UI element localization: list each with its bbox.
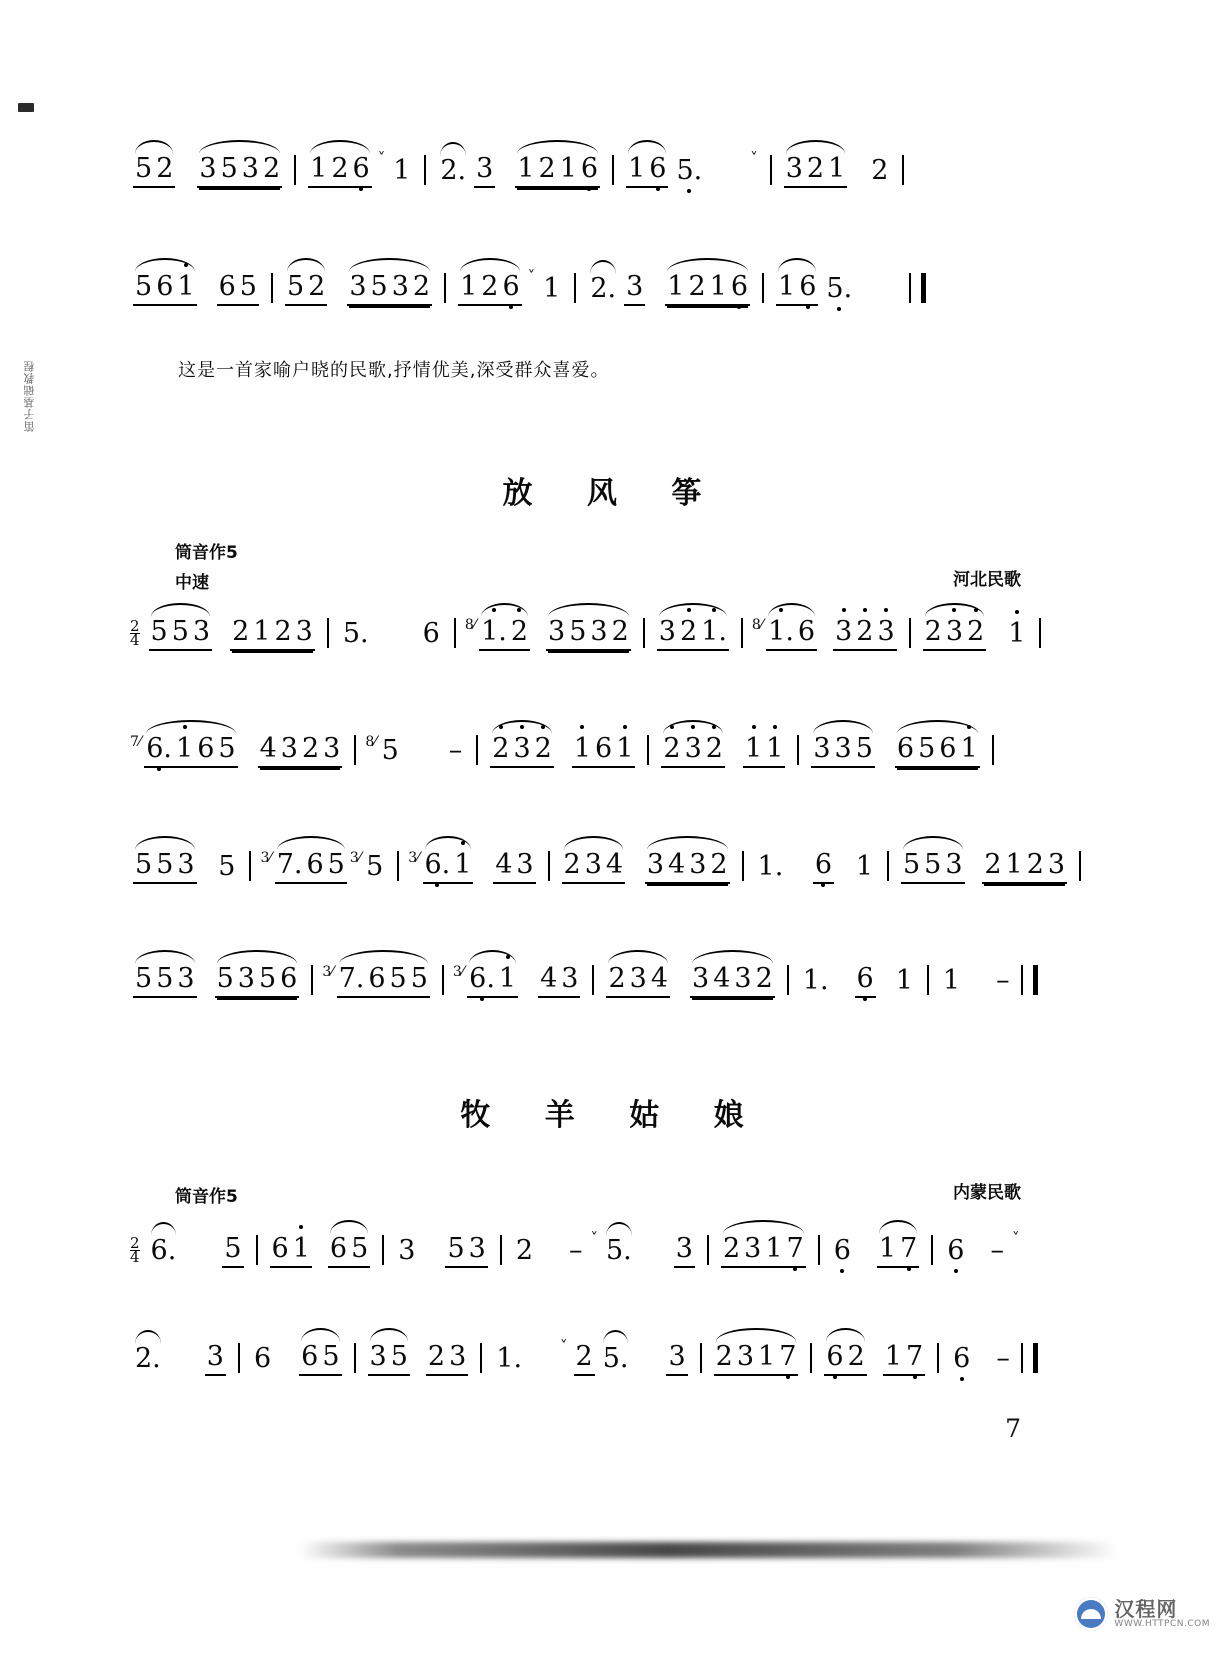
note-group: 5. bbox=[342, 617, 369, 649]
note-group: 2 1 2 3 bbox=[230, 616, 315, 651]
barline bbox=[707, 1235, 709, 1265]
note-group: 1 bbox=[393, 154, 411, 186]
note-group: 2 3 bbox=[426, 1341, 468, 1376]
watermark-logo-icon bbox=[1074, 1597, 1108, 1631]
note-group: 6. bbox=[150, 1234, 177, 1266]
staff-row bbox=[130, 1222, 1090, 1278]
note-group: 3 5 3 2 bbox=[546, 616, 631, 651]
note-group: 1. bbox=[802, 964, 829, 996]
final-barline bbox=[1021, 965, 1038, 995]
note-group: 6 bbox=[833, 1234, 851, 1266]
note-group: 1 1 bbox=[743, 733, 785, 768]
barline bbox=[354, 1343, 356, 1373]
barline bbox=[238, 1343, 240, 1373]
note-group: 1 bbox=[1008, 617, 1026, 649]
note-group: 6. 1 bbox=[423, 849, 474, 884]
accidental-icon: 3⁄ bbox=[408, 850, 420, 866]
barline bbox=[927, 965, 929, 995]
barline bbox=[937, 1343, 939, 1373]
song-source: 河北民歌 bbox=[953, 570, 1021, 590]
note-group: 1 2 1 6 bbox=[665, 271, 750, 306]
note-group: 6 2 bbox=[824, 1341, 866, 1376]
time-signature: 2 4 bbox=[130, 616, 140, 649]
note-group: 3 2 1. bbox=[657, 616, 729, 651]
note-group: 7. 6 5 bbox=[275, 849, 347, 884]
song-title: 牧 羊 姑 娘 bbox=[460, 1098, 766, 1133]
final-barline bbox=[1021, 1343, 1038, 1373]
note-group: 6 5 bbox=[217, 271, 259, 306]
note-group: 6 bbox=[947, 1234, 965, 1266]
note-group: 2. bbox=[440, 154, 467, 186]
barline bbox=[810, 1343, 812, 1373]
barline bbox=[476, 735, 478, 765]
note-group: 2 3 1 7 bbox=[721, 1233, 806, 1268]
note-group: 5 bbox=[222, 1233, 243, 1268]
barline bbox=[643, 618, 645, 648]
accidental-icon: 7⁄ bbox=[130, 734, 142, 750]
note-group: 3 5 3 2 bbox=[197, 153, 282, 188]
note-group: 2. bbox=[590, 272, 617, 304]
staff-row bbox=[130, 952, 1090, 1008]
side-vertical-text: 笛子基础教程 bbox=[23, 360, 36, 432]
note-group: 6 5 bbox=[299, 1341, 341, 1376]
note-group: 5 6 1 bbox=[133, 271, 197, 306]
note-group: 5 2 bbox=[133, 153, 175, 188]
barline bbox=[902, 155, 904, 185]
time-signature: 2 4 bbox=[130, 1233, 140, 1266]
barline bbox=[762, 273, 764, 303]
barline bbox=[397, 851, 399, 881]
note-group: 2 1 2 3 bbox=[982, 849, 1067, 884]
note-group: 1. 2 bbox=[479, 616, 530, 651]
note-group: 1 bbox=[543, 272, 561, 304]
note-group: 6 5 6 1 bbox=[895, 733, 980, 768]
barline bbox=[454, 618, 456, 648]
note-group: 3 bbox=[398, 1234, 416, 1266]
barline bbox=[741, 618, 743, 648]
note-group: 2 bbox=[871, 154, 889, 186]
staff-row bbox=[130, 1330, 1090, 1386]
accidental-icon: 3⁄ bbox=[260, 850, 272, 866]
barline bbox=[909, 618, 911, 648]
accidental-icon: 8⁄ bbox=[751, 617, 764, 633]
note-group: – bbox=[996, 1342, 1010, 1374]
page-number: 7 bbox=[1005, 1414, 1021, 1443]
barline bbox=[612, 155, 614, 185]
breath-mark: ˅ bbox=[527, 267, 536, 285]
barline bbox=[249, 851, 251, 881]
barline bbox=[931, 1235, 933, 1265]
note-group: 1 bbox=[855, 850, 873, 882]
note-group: 3 4 3 2 bbox=[690, 963, 775, 998]
note-group: 3 4 3 2 bbox=[645, 849, 730, 884]
note-group: 3 5 3 2 bbox=[347, 271, 432, 306]
barline bbox=[480, 1343, 482, 1373]
note-group: 1 bbox=[895, 964, 913, 996]
barline bbox=[294, 155, 296, 185]
note-group: 2 3 2 bbox=[490, 733, 554, 768]
note-group: 1. bbox=[757, 850, 784, 882]
note-group: 1. bbox=[496, 1342, 523, 1374]
barline bbox=[818, 1235, 820, 1265]
staff-row bbox=[130, 722, 1090, 778]
note-group: 1 6 bbox=[776, 271, 818, 306]
note-group: 3 bbox=[474, 153, 495, 188]
note-group: 1 7 bbox=[883, 1341, 925, 1376]
breath-mark: ˅ bbox=[590, 1229, 598, 1247]
note-group: 2 3 4 bbox=[606, 963, 670, 998]
tonality-note: 筒音作5 bbox=[175, 543, 238, 563]
note-group: 3 2 1 bbox=[784, 153, 848, 188]
song-source: 内蒙民歌 bbox=[953, 1183, 1021, 1203]
barline bbox=[442, 965, 444, 995]
accidental-icon: 3⁄ bbox=[452, 964, 465, 980]
note-group: 1 6 1 bbox=[572, 733, 636, 768]
scan-shadow bbox=[300, 1542, 1116, 1558]
note-group: – bbox=[996, 964, 1010, 996]
barline bbox=[797, 735, 799, 765]
note-group: 5. bbox=[602, 1342, 629, 1374]
staff-row bbox=[130, 838, 1090, 894]
note-group: 6. 1 bbox=[467, 963, 518, 998]
note-group: 5. bbox=[606, 1234, 632, 1266]
watermark bbox=[1074, 1597, 1210, 1631]
note-group: 3 bbox=[205, 1341, 226, 1376]
barline bbox=[992, 735, 994, 765]
barline bbox=[1079, 851, 1081, 881]
barline bbox=[742, 851, 744, 881]
note-group: 2 bbox=[515, 1234, 533, 1266]
note-group: 5 bbox=[218, 850, 236, 882]
breath-mark: ˅ bbox=[1011, 1229, 1020, 1247]
barline bbox=[787, 965, 789, 995]
note-group: 6 1 bbox=[270, 1233, 312, 1268]
breath-mark: ˅ bbox=[377, 149, 386, 167]
note-group: 5 2 bbox=[285, 271, 327, 306]
staff-row bbox=[130, 605, 1090, 661]
note-group: 2 3 2 bbox=[661, 733, 725, 768]
barline bbox=[500, 1235, 502, 1265]
note-group: 3 bbox=[674, 1233, 695, 1268]
note-group: 5 bbox=[381, 734, 399, 766]
note-group: 5 3 5 6 bbox=[215, 963, 300, 998]
note-group: 3 5 bbox=[368, 1341, 410, 1376]
note-group: 6 bbox=[855, 963, 876, 998]
note-group: 5. bbox=[676, 154, 703, 186]
note-group: 5 bbox=[366, 850, 384, 882]
note-group: – bbox=[569, 1234, 583, 1266]
tonality-note: 筒音作5 bbox=[175, 1187, 238, 1207]
accidental-icon: 3⁄ bbox=[322, 964, 334, 980]
barline bbox=[354, 735, 356, 765]
note-group: 1 2 1 6 bbox=[515, 153, 600, 188]
accidental-icon: 8⁄ bbox=[365, 734, 377, 750]
note-group: 6 bbox=[253, 1342, 272, 1374]
note-group: 1 2 6 bbox=[458, 271, 522, 306]
note-group: 7. 6 5 5 bbox=[337, 963, 430, 998]
note-group: 1 2 6 bbox=[308, 153, 372, 188]
body-paragraph: 这是一首家喻户晓的民歌,抒情优美,深受群众喜爱。 bbox=[178, 360, 610, 381]
barline bbox=[770, 155, 772, 185]
note-group: 4 3 bbox=[493, 849, 535, 884]
note-group: 4 3 bbox=[538, 963, 580, 998]
corner-mark bbox=[18, 103, 34, 112]
song-title: 放 风 筝 bbox=[502, 476, 724, 511]
breath-mark: ˅ bbox=[560, 1337, 568, 1355]
barline bbox=[887, 851, 889, 881]
barline bbox=[647, 735, 649, 765]
note-group: 2 3 2 bbox=[923, 616, 987, 651]
note-group: 2. bbox=[135, 1342, 161, 1374]
note-group: 3 bbox=[666, 1341, 687, 1376]
barline bbox=[700, 1343, 702, 1373]
breath-mark: ˅ bbox=[750, 149, 758, 167]
watermark-url: WWW.HTTPCN.COM bbox=[1114, 1618, 1210, 1629]
note-group: 6. 1 6 5 bbox=[144, 733, 237, 768]
barline bbox=[424, 155, 426, 185]
note-group: 5 5 3 bbox=[149, 616, 213, 651]
note-group: 3 2 3 bbox=[833, 616, 897, 651]
note-group: 6 5 bbox=[328, 1233, 370, 1268]
note-group: 6 bbox=[953, 1342, 971, 1374]
barline bbox=[382, 1235, 384, 1265]
note-group: 4 3 2 3 bbox=[258, 733, 343, 768]
barline bbox=[1039, 618, 1041, 648]
note-group: 2 3 4 bbox=[562, 849, 626, 884]
barline bbox=[592, 965, 594, 995]
barline bbox=[271, 273, 273, 303]
barline bbox=[327, 618, 329, 648]
tempo-note: 中速 bbox=[175, 573, 209, 593]
note-group: 5 5 3 bbox=[901, 849, 965, 884]
note-group: 6 bbox=[813, 849, 834, 884]
barline bbox=[574, 273, 576, 303]
note-group: 5 5 3 bbox=[133, 963, 197, 998]
note-group: 5 5 3 bbox=[133, 849, 197, 884]
note-group: 2 bbox=[574, 1341, 595, 1376]
accidental-icon: 8⁄ bbox=[464, 617, 477, 633]
note-group: 1. 6 bbox=[766, 616, 817, 651]
note-group: 1 7 bbox=[877, 1233, 919, 1268]
note-group: 1 bbox=[942, 964, 961, 996]
staff-row bbox=[130, 260, 1090, 316]
note-group: – bbox=[448, 734, 463, 766]
accidental-icon: 3⁄ bbox=[349, 850, 362, 866]
staff-row bbox=[130, 142, 1090, 198]
note-group: 5. bbox=[826, 272, 853, 304]
note-group: 2 3 1 7 bbox=[714, 1341, 799, 1376]
barline bbox=[311, 965, 313, 995]
barline bbox=[256, 1235, 258, 1265]
watermark-name: 汉程网 bbox=[1114, 1596, 1178, 1621]
note-group: 1 6 bbox=[626, 153, 668, 188]
note-group: 3 bbox=[624, 271, 645, 306]
note-group: 3 3 5 bbox=[811, 733, 875, 768]
note-group: 6 bbox=[422, 617, 440, 649]
final-barline bbox=[909, 273, 926, 303]
note-group: 5 3 bbox=[445, 1233, 487, 1268]
barline bbox=[548, 851, 550, 881]
note-group: – bbox=[990, 1234, 1004, 1266]
barline bbox=[444, 273, 446, 303]
